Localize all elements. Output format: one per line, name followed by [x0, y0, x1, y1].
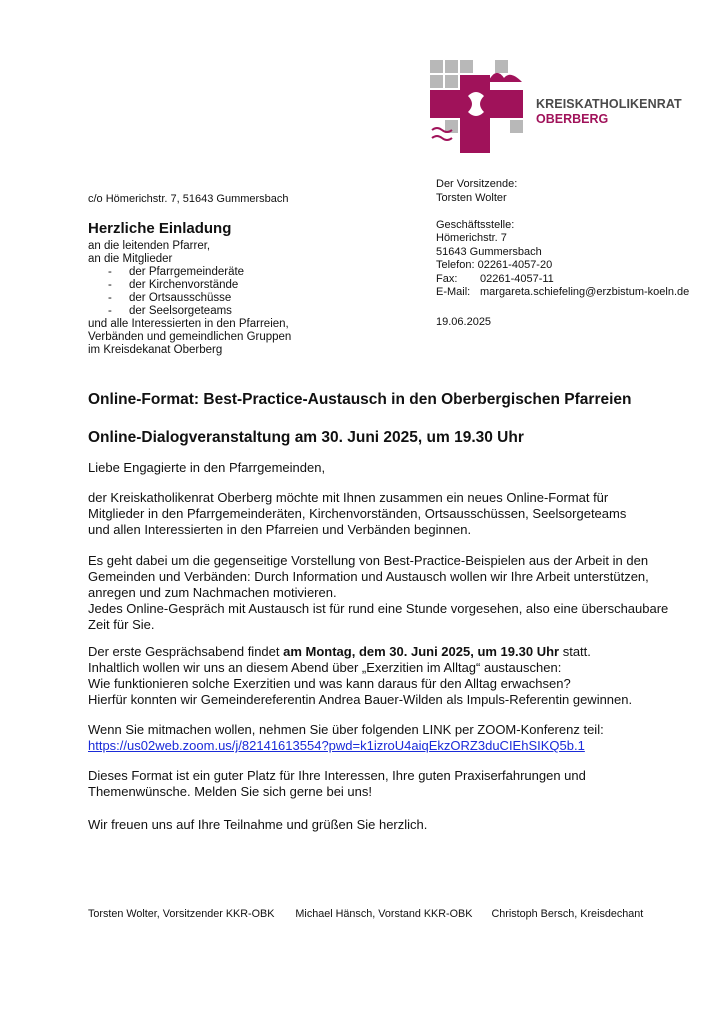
- recipient-list-item: - der Pfarrgemeinderäte: [108, 266, 245, 278]
- paragraph-intro: der Kreiskatholikenrat Oberberg möchte mit Ihnen zusammen ein neues Online-Format für Mitglieder in den Pfarrgemeinderäten, Kirchenvorständen, Ortsausschüssen, Seelsorgeteams und allen Interessierten in den Pfarreien und Verbänden beginnen.: [88, 490, 627, 537]
- office-phone: Telefon: 02261-4057-20: [436, 259, 553, 271]
- contact-block: [436, 178, 716, 300]
- paragraph-closing: Wir freuen uns auf Ihre Teilnahme und grüßen Sie herzlich.: [88, 817, 428, 832]
- office-email: E-Mail: margareta.schiefeling@erzbistum-koeln.de: [436, 286, 690, 298]
- recipient-line: Verbänden und gemeindlichen Gruppen: [88, 331, 292, 343]
- signature-line: [88, 908, 688, 921]
- recipient-list-item: - der Ortsausschüsse: [108, 292, 232, 304]
- recipient-list-item: - der Seelsorgeteams: [108, 305, 232, 317]
- office-fax: Fax: 02261-4057-11: [436, 272, 554, 285]
- letter-date: 19.06.2025: [436, 316, 492, 328]
- paragraph-join: Wenn Sie mitmachen wollen, nehmen Sie über folgenden LINK per ZOOM-Konferenz teil: https://us02web.zoom.us/j/82141613554?pwd=k1izroU4aiqEkzORZ3duCIEhSIKQ5b.1: [88, 722, 604, 753]
- signature-bersch: Christoph Bersch, Kreisdechant: [491, 908, 644, 920]
- recipient-line: und alle Interessierten in den Pfarreien,: [88, 318, 289, 330]
- recipient-block: [88, 220, 388, 357]
- kkr-logo-icon: [430, 60, 525, 155]
- greeting: Liebe Engagierte in den Pfarrgemeinden,: [88, 460, 326, 475]
- logo-line1: KREISKATHOLIKENRAT: [536, 97, 682, 111]
- event-date-bold: am Montag, dem 30. Juni 2025, um 19.30 Uhr: [283, 644, 560, 659]
- sender-address: c/o Hömerichstr. 7, 51643 Gummersbach: [88, 193, 289, 205]
- chair-label: Der Vorsitzende:: [436, 178, 518, 190]
- recipient-line: an die Mitglieder: [88, 253, 173, 265]
- signature-wolter: Torsten Wolter, Vorsitzender KKR-OBK: [88, 908, 275, 920]
- event-heading: Online-Dialogveranstaltung am 30. Juni 2025, um 19.30 Uhr: [88, 429, 524, 446]
- recipient-list-item: - der Kirchenvorstände: [108, 279, 239, 291]
- invitation-title: Herzliche Einladung: [88, 220, 232, 237]
- office-label: Geschäftsstelle:: [436, 218, 515, 231]
- office-street: Hömerichstr. 7: [436, 232, 507, 244]
- recipient-line: im Kreisdekanat Oberberg: [88, 344, 223, 356]
- signature-haensch: Michael Hänsch, Vorstand KKR-OBK: [295, 908, 473, 920]
- paragraph-feedback: Dieses Format ist ein guter Platz für Ihre Interessen, Ihre guten Praxiserfahrungen und Themenwünsche. Melden Sie sich gerne bei uns!: [88, 768, 586, 799]
- zoom-link[interactable]: https://us02web.zoom.us/j/82141613554?pwd=k1izroU4aiqEkzORZ3duCIEhSIKQ5b.1: [88, 738, 585, 753]
- office-city: 51643 Gummersbach: [436, 245, 542, 258]
- chair-name: Torsten Wolter: [436, 191, 507, 204]
- recipient-line: an die leitenden Pfarrer,: [88, 240, 211, 252]
- logo-line2: OBERBERG: [536, 112, 609, 126]
- paragraph-event-details: Der erste Gesprächsabend findet am Montag, dem 30. Juni 2025, um 19.30 Uhr statt. Inhaltlich wollen wir uns an diesem Abend über „Exerzitien im Alltag“ austauschen: Wie funktionieren solche Exerzitien und was kann daraus für den Alltag erwachsen? Hierfür konnten wir Gemeindereferentin Andrea Bauer-Wilden als Impuls-Referentin gewinnen.: [88, 644, 633, 707]
- paragraph-purpose: Es geht dabei um die gegenseitige Vorstellung von Best-Practice-Beispielen aus der Arbeit in den Gemeinden und Verbänden: Durch Information und Austausch wollen wir Ihre Arbeit unterstützen, anregen und zum Nachmachen motivieren. Jedes Online-Gespräch mit Austausch ist für rund eine Stunde vorgesehen, also eine überschaubare Zeit für Sie.: [88, 553, 669, 632]
- logo-wordmark: [536, 97, 682, 126]
- subject-heading: Online-Format: Best-Practice-Austausch in den Oberbergischen Pfarreien: [88, 391, 632, 408]
